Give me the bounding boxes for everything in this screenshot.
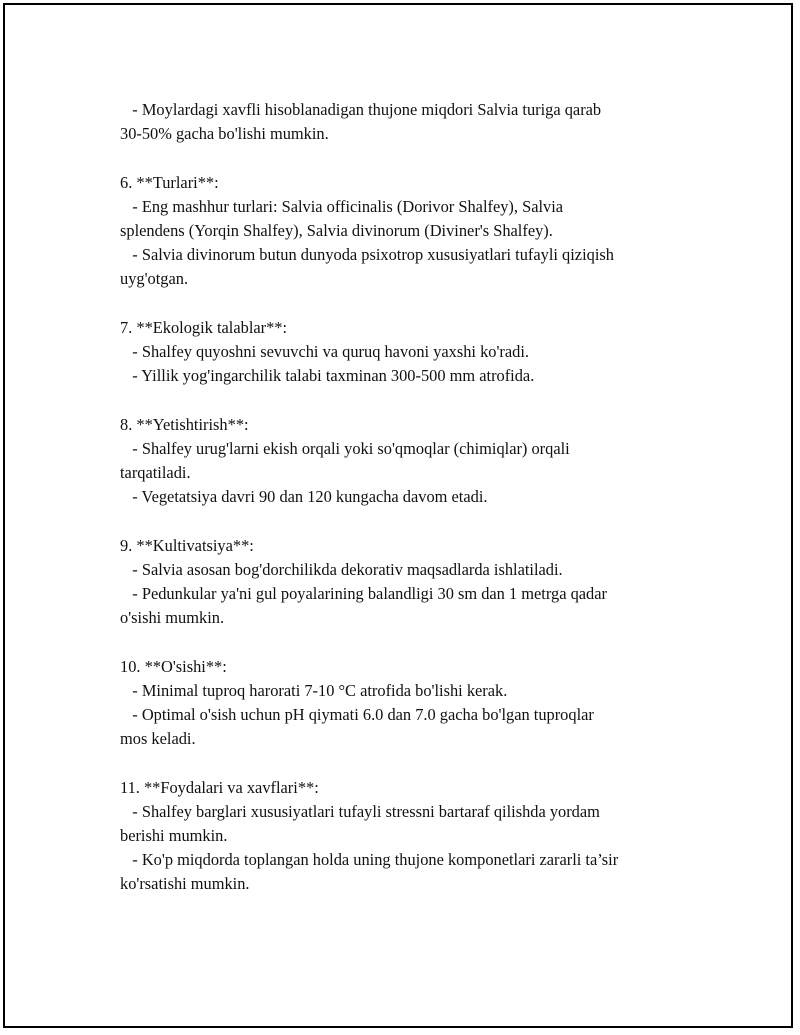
text-line: o'sishi mumkin. bbox=[120, 608, 225, 628]
text-line: - Minimal tuproq harorati 7-10 °C atrofida bo'lishi kerak. bbox=[120, 680, 508, 700]
text-line: - Moylardagi xavfli hisoblanadigan thujone miqdori Salvia turiga qarab bbox=[120, 100, 602, 119]
text-line: ko'rsatishi mumkin. bbox=[120, 874, 250, 894]
text-line: tarqatiladi. bbox=[120, 463, 191, 482]
section-kultivatsiya bbox=[120, 534, 690, 631]
section-ekologik-talablar bbox=[120, 316, 690, 389]
text-line: - Yillik yog'ingarchilik talabi taxminan 300-500 mm atrofida. bbox=[120, 366, 535, 386]
section-heading: 11. **Foydalari va xavflari**: bbox=[120, 777, 319, 797]
section-heading: 6. **Turlari**: bbox=[120, 172, 219, 192]
section-foydalari-va-xavflari bbox=[120, 776, 690, 897]
section-heading: 10. **O'sishi**: bbox=[120, 656, 227, 676]
document-body bbox=[120, 98, 690, 921]
paragraph-thujone-content bbox=[120, 98, 690, 146]
section-osishi bbox=[120, 655, 690, 752]
text-line: - Salvia divinorum butun dunyoda psixotrop xususiyatlari tufayli qiziqish bbox=[120, 245, 614, 265]
text-line: - Shalfey urug'larni ekish orqali yoki so'qmoqlar (chimiqlar) orqali bbox=[120, 438, 570, 458]
section-yetishtirish bbox=[120, 413, 690, 510]
text-line: splendens (Yorqin Shalfey), Salvia divinorum (Diviner's Shalfey). bbox=[120, 221, 553, 240]
text-line: - Ko'p miqdorda toplangan holda uning thujone komponetlari zararli ta’sir bbox=[120, 850, 619, 870]
text-line: - Shalfey barglari xususiyatlari tufayli stressni bartaraf qilishda yordam bbox=[120, 801, 600, 821]
text-line: - Vegetatsiya davri 90 dan 120 kungacha davom etadi. bbox=[120, 487, 488, 507]
text-line: - Shalfey quyoshni sevuvchi va quruq havoni yaxshi ko'radi. bbox=[120, 342, 530, 361]
text-line: 30-50% gacha bo'lishi mumkin. bbox=[120, 124, 329, 144]
text-line: - Optimal o'sish uchun pH qiymati 6.0 dan 7.0 gacha bo'lgan tuproqlar bbox=[120, 705, 594, 724]
section-heading: 9. **Kultivatsiya**: bbox=[120, 535, 254, 555]
section-heading: 7. **Ekologik talablar**: bbox=[120, 317, 288, 337]
page-frame bbox=[3, 3, 793, 1028]
text-line: - Pedunkular ya'ni gul poyalarining balandligi 30 sm dan 1 metrga qadar bbox=[120, 584, 607, 603]
text-line: - Salvia asosan bog'dorchilikda dekorativ maqsadlarda ishlatiladi. bbox=[120, 559, 563, 579]
text-line: berishi mumkin. bbox=[120, 826, 228, 845]
text-line: - Eng mashhur turlari: Salvia officinalis (Dorivor Shalfey), Salvia bbox=[120, 196, 564, 216]
section-turlari bbox=[120, 171, 690, 292]
section-heading: 8. **Yetishtirish**: bbox=[120, 414, 249, 434]
text-line: mos keladi. bbox=[120, 729, 196, 749]
text-line: uyg'otgan. bbox=[120, 269, 189, 289]
